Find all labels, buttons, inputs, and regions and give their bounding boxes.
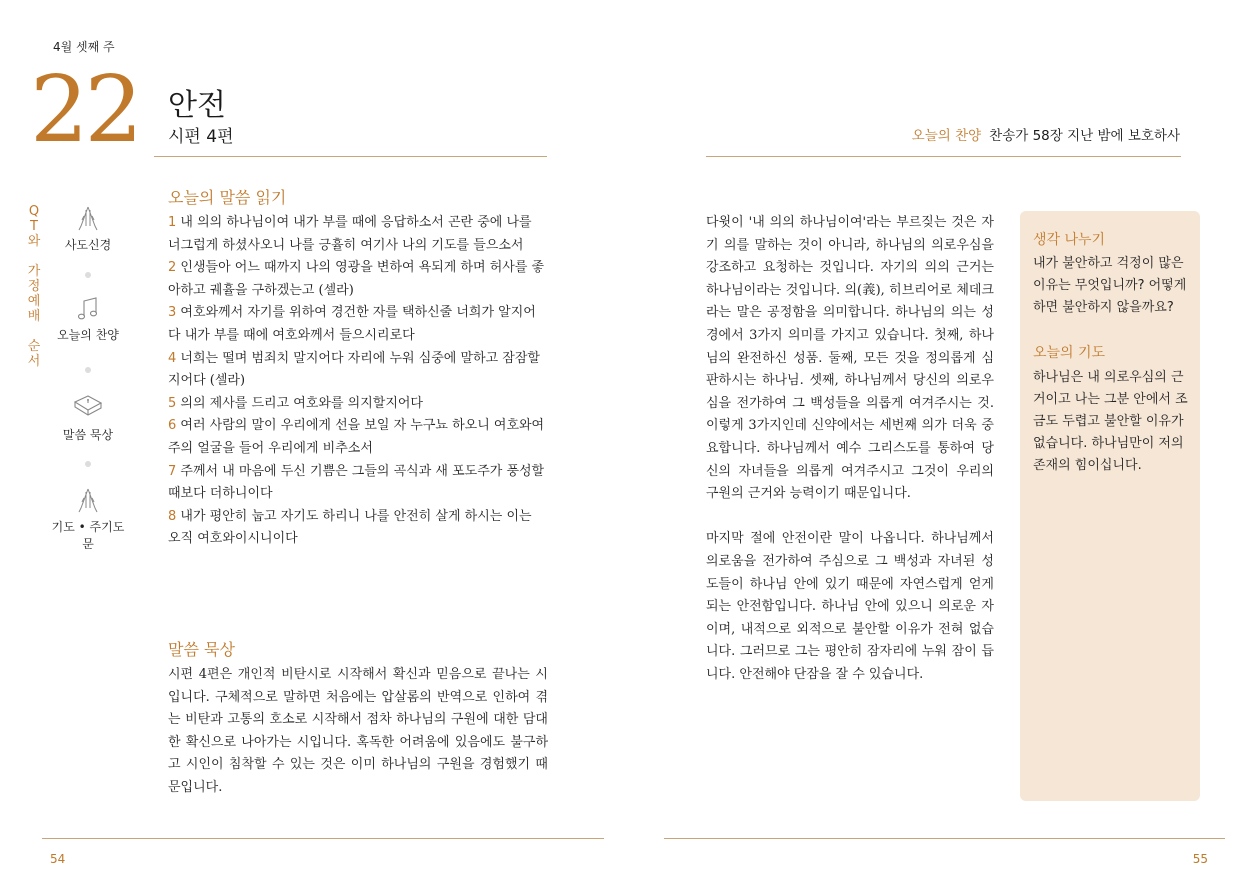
page-number-left: 54 xyxy=(50,852,66,866)
share-heading: 생각 나누기 xyxy=(1033,232,1106,248)
commentary-paragraph: 마지막 절에 안전이란 말이 나옵니다. 하나님께서 의로움을 전가하여 주심으로 그 백성과 자녀된 성도들이 하나님 안에 있기 때문에 자연스럽게 얻게되는 안전함입니다. 하나님 안에 있으니 의로운 자이며, 내적으로 외적으로 불안할 이유가 전혀 없습니다. 그러므로 그는 평안히 잠자리에 누워 잠이 듭니다. 안전해야 단잠을 잘 수 있습니다. xyxy=(706,531,994,682)
verse-number: 8 xyxy=(168,508,177,524)
sidebar-item-label: 사도신경 xyxy=(64,238,112,252)
sidebar-item-label: 오늘의 찬양 xyxy=(57,328,119,342)
sidebar-item-hymn xyxy=(50,296,126,343)
verse-text: 주께서 내 마음에 두신 기쁨은 그들의 곡식과 새 포도주가 풍성할 때보다 더하니이다 xyxy=(168,463,545,502)
verse-number: 4 xyxy=(168,350,177,366)
vert-gap xyxy=(27,324,41,339)
vert-char: T xyxy=(30,219,38,234)
meditation-heading: 말씀 묵상 xyxy=(168,640,235,659)
page-title: 안전 xyxy=(168,88,226,123)
prayer-heading: 오늘의 기도 xyxy=(1033,345,1106,361)
meditation-body xyxy=(168,664,548,800)
sidebar-item-label: 말씀 묵상 xyxy=(62,428,114,442)
verse xyxy=(168,348,548,393)
divider-dot xyxy=(85,272,91,278)
prayer-text: 하나님은 내 의로우심의 근거이고 나는 그분 안에서 조금도 두렵고 불안할 이유가 없습니다. 하나님만이 저의 존재의 힘이십니다. xyxy=(1033,370,1188,473)
hymn-label: 오늘의 찬양 xyxy=(911,128,982,144)
verse xyxy=(168,506,548,551)
vert-char: 정 xyxy=(27,279,41,294)
verse xyxy=(168,461,548,506)
reading-heading: 오늘의 말씀 읽기 xyxy=(168,188,287,207)
verse xyxy=(168,257,548,302)
verse-text: 여러 사람의 말이 우리에게 선을 보일 자 누구뇨 하오니 여호와여 주의 얼굴을 들어 우리에게 비추소서 xyxy=(168,418,545,456)
vert-char: 예 xyxy=(27,294,41,309)
verse-text: 여호와께서 자기를 위하여 경건한 자를 택하신줄 너희가 알지어다 내가 부를 때에 여호와께서 들으시리로다 xyxy=(168,305,536,343)
hymn-line xyxy=(912,124,1180,144)
week-label: 4월 셋째 주 xyxy=(53,40,115,54)
music-note-icon xyxy=(76,296,100,322)
vert-char: Q xyxy=(28,204,40,219)
divider-dot xyxy=(85,367,91,373)
bible-book-icon xyxy=(72,392,104,422)
sidebar-item-creed xyxy=(50,204,126,253)
verse-number: 6 xyxy=(168,418,177,434)
sidebar-item-prayer xyxy=(50,486,126,552)
vert-char: 서 xyxy=(27,354,41,369)
verse-text: 의의 제사를 드리고 여호와를 의지할지어다 xyxy=(176,395,423,411)
verse-number: 7 xyxy=(168,463,177,479)
vertical-order-title xyxy=(27,204,41,369)
vert-char: 배 xyxy=(27,309,41,324)
sidebar-item-label: 기도 • 주기도문 xyxy=(51,520,125,551)
commentary-body xyxy=(706,212,994,686)
meditation-paragraph: 시편 4편은 개인적 비탄시로 시작해서 확신과 믿음으로 끝나는 시입니다. 구체적으로 말하면 처음에는 압살롬의 반역으로 인하여 겪는 비탄과 고통의 호소로 시작해서 점차 하나님의 구원에 대한 담대한 확신으로 나아가는 시입니다. 혹독한 어려움에 있음에도 불구하고 시인이 침착할 수 있는 것은 이미 하나님의 구원을 경험했기 때문입니다. xyxy=(168,667,548,795)
share-text: 내가 불안하고 걱정이 많은 이유는 무엇입니까? 어떻게 하면 불안하지 않을까요? xyxy=(1033,256,1187,315)
hymn-text: 찬송가 58장 지난 밤에 보호하사 xyxy=(989,128,1180,144)
verse-number: 1 xyxy=(168,215,177,230)
scripture-reference: 시편 4편 xyxy=(168,127,234,147)
verse-text: 내가 평안히 눕고 자기도 하리니 나를 안전히 살게 하시는 이는 오직 여호와이시니이다 xyxy=(168,508,532,547)
verse-number: 5 xyxy=(168,395,177,411)
verse-number: 2 xyxy=(168,260,177,276)
header-rule-left xyxy=(154,156,547,157)
verse xyxy=(168,393,548,416)
divider-dot xyxy=(85,461,91,467)
vert-gap xyxy=(27,249,41,264)
vert-char: 와 xyxy=(27,234,41,249)
praying-hands-icon xyxy=(73,486,103,514)
sidebar-item-meditation xyxy=(50,392,126,443)
page-number-right: 55 xyxy=(1192,852,1208,866)
day-number: 22 xyxy=(30,56,140,163)
verse xyxy=(168,415,548,460)
verse-text: 인생들아 어느 때까지 나의 영광을 변하여 욕되게 하며 허사를 좋아하고 궤휼을 구하겠는고 (셀라) xyxy=(168,260,545,298)
commentary-paragraph: 다윗이 '내 의의 하나님이여'라는 부르짖는 것은 자기 의를 말하는 것이 아니라, 하나님의 의로우심을 강조하고 요청하는 것입니다. 자기의 의의 근거는 하나님이라는 것입니다. 의(義), 히브리어로 체데크라는 말은 공정함을 의미합니다. 하나님의 의는 성경에서 3가지 의미를 가지고 있습니다. 첫째, 하나님의 완전하신 성품. 둘째, 모든 것을 정의롭게 심판하시는 하나님. 셋째, 하나님께서 당신의 의로우심을 전가하여 그 백성들을 의롭게 여겨주시는 것. 이렇게 3가지인데 신약에서는 세번째 의가 더욱 중요합니다. 하나님께서 예수 그리스도를 통하여 당신의 자녀들을 의롭게 여겨주시고 그것이 우리의 구원의 근거와 능력이기 때문입니다. xyxy=(706,215,994,502)
verse-text: 너희는 떨며 범죄치 말지어다 자리에 누워 심중에 말하고 잠잠할지어다 (셀라) xyxy=(168,350,540,389)
verse-text: 내 의의 하나님이여 내가 부를 때에 응답하소서 곤란 중에 나를 너그럽게 하셨사오니 나를 긍휼히 여기사 나의 기도를 들으소서 xyxy=(168,215,532,253)
header-rule-right xyxy=(706,156,1181,157)
verse-number: 3 xyxy=(168,305,177,321)
verse xyxy=(168,302,548,347)
vert-char: 순 xyxy=(27,339,41,354)
footer-rule-right xyxy=(664,838,1225,839)
verse xyxy=(168,212,548,257)
reflection-box xyxy=(1020,211,1200,801)
verse-list xyxy=(168,212,548,551)
vert-char: 가 xyxy=(27,264,41,279)
footer-rule-left xyxy=(42,838,604,839)
praying-hands-icon xyxy=(73,204,103,232)
